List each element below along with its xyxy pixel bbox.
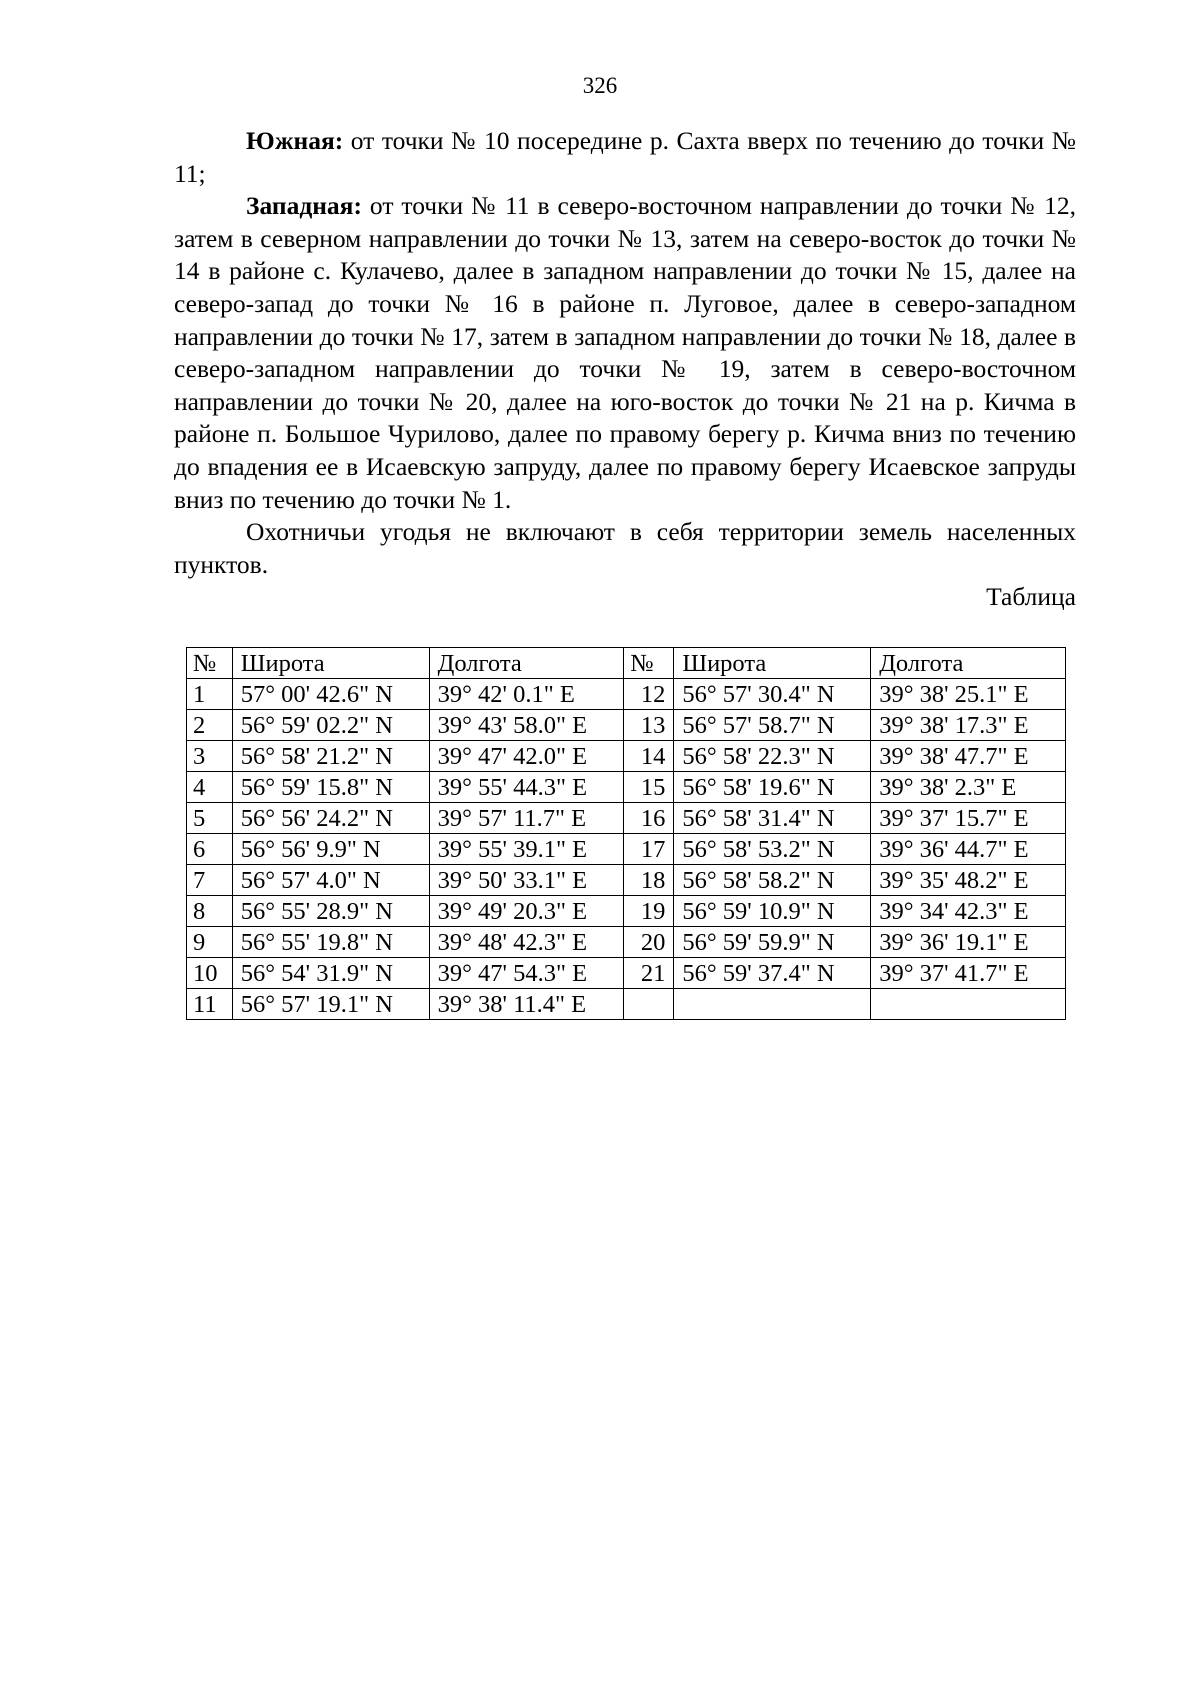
- cell-latitude: 56° 55' 19.8" N: [232, 927, 429, 958]
- paragraph-heading: Западная:: [246, 191, 362, 221]
- table-row: [187, 710, 1066, 741]
- cell-latitude: 56° 54' 31.9" N: [232, 958, 429, 989]
- table-row: [187, 834, 1066, 865]
- cell-longitude: 39° 47' 42.0" E: [429, 741, 624, 772]
- cell-longitude: 39° 35' 48.2" E: [871, 865, 1066, 896]
- cell-point-number: 20: [624, 927, 674, 958]
- cell-longitude: 39° 38' 47.7" E: [871, 741, 1066, 772]
- paragraph-west: [174, 190, 1076, 516]
- paragraph-heading: Южная:: [246, 126, 344, 155]
- cell-point-number: 19: [624, 896, 674, 927]
- cell-longitude: 39° 34' 42.3" E: [871, 896, 1066, 927]
- cell-longitude: 39° 50' 33.1" E: [429, 865, 624, 896]
- coordinates-table: [186, 647, 1066, 1020]
- cell-point-number: 17: [624, 834, 674, 865]
- cell-latitude: 56° 58' 53.2" N: [674, 834, 871, 865]
- cell-point-number: 4: [187, 772, 233, 803]
- cell-point-number: 3: [187, 741, 233, 772]
- cell-point-number: 5: [187, 803, 233, 834]
- cell-latitude: 56° 58' 22.3" N: [674, 741, 871, 772]
- table-row: [187, 803, 1066, 834]
- table-row: [187, 989, 1066, 1020]
- header-number: №: [187, 648, 233, 679]
- cell-latitude: 56° 55' 28.9" N: [232, 896, 429, 927]
- cell-longitude: 39° 55' 39.1" E: [429, 834, 624, 865]
- table-header-row: [187, 648, 1066, 679]
- cell-longitude: 39° 38' 25.1" E: [871, 679, 1066, 710]
- cell-point-number: 13: [624, 710, 674, 741]
- table-row: [187, 865, 1066, 896]
- table-row: [187, 741, 1066, 772]
- cell-point-number: 16: [624, 803, 674, 834]
- cell-point-number: 2: [187, 710, 233, 741]
- cell-longitude: 39° 49' 20.3" E: [429, 896, 624, 927]
- cell-latitude: 56° 58' 31.4" N: [674, 803, 871, 834]
- header-number: №: [624, 648, 674, 679]
- cell-longitude: 39° 43' 58.0" E: [429, 710, 624, 741]
- cell-longitude: 39° 36' 44.7" E: [871, 834, 1066, 865]
- page-number: 326: [582, 73, 618, 98]
- body-text: [174, 125, 1076, 613]
- cell-longitude: [871, 989, 1066, 1020]
- header-longitude: Долгота: [429, 648, 624, 679]
- cell-point-number: 1: [187, 679, 233, 710]
- cell-latitude: 56° 58' 58.2" N: [674, 865, 871, 896]
- cell-latitude: 56° 57' 19.1" N: [232, 989, 429, 1020]
- cell-longitude: 39° 38' 2.3" E: [871, 772, 1066, 803]
- cell-longitude: 39° 48' 42.3" E: [429, 927, 624, 958]
- cell-point-number: 10: [187, 958, 233, 989]
- cell-point-number: 7: [187, 865, 233, 896]
- cell-longitude: 39° 55' 44.3" E: [429, 772, 624, 803]
- cell-longitude: 39° 57' 11.7" E: [429, 803, 624, 834]
- header-latitude: Широта: [232, 648, 429, 679]
- table-row: [187, 958, 1066, 989]
- paragraph-exclusion: [174, 516, 1076, 581]
- cell-point-number: 14: [624, 741, 674, 772]
- cell-point-number: [624, 989, 674, 1020]
- cell-longitude: 39° 47' 54.3" E: [429, 958, 624, 989]
- cell-point-number: 21: [624, 958, 674, 989]
- table-caption: Таблица: [986, 582, 1076, 612]
- table-row: [187, 772, 1066, 803]
- cell-latitude: 56° 59' 37.4" N: [674, 958, 871, 989]
- paragraph-text: от точки № 10 посередине р. Сахта вверх по течению до точки № 11;: [174, 126, 1076, 188]
- cell-latitude: [674, 989, 871, 1020]
- cell-longitude: 39° 38' 17.3" E: [871, 710, 1066, 741]
- cell-longitude: 39° 37' 41.7" E: [871, 958, 1066, 989]
- cell-point-number: 11: [187, 989, 233, 1020]
- paragraph-text: Охотничьи угодья не включают в себя территории земель населенных пунктов.: [174, 517, 1076, 579]
- cell-latitude: 56° 59' 15.8" N: [232, 772, 429, 803]
- cell-point-number: 9: [187, 927, 233, 958]
- cell-longitude: 39° 36' 19.1" E: [871, 927, 1066, 958]
- header-latitude: Широта: [674, 648, 871, 679]
- paragraph-text: от точки № 11 в северо-восточном направлении до точки № 12, затем в северном направлении до точки № 13, затем на северо-восток до точки № 14 в районе с. Кулачево, далее в западном направлении до точки № 15, далее на северо-запад до точки № 16 в районе п. Луговое, далее в северо-западном направлении до точки № 17, затем в западном направлении до точки № 18, далее в северо-западном направлении до точки № 19, затем в северо-восточном направлении до точки № 20, далее на юго-восток до точки № 21 на р. Кичма в районе п. Большое Чурилово, далее по правому берегу р. Кичма вниз по течению до впадения ее в Исаевскую запруду, далее по правому берегу Исаевское запруды вниз по течению до точки № 1.: [174, 191, 1076, 514]
- cell-longitude: 39° 42' 0.1" E: [429, 679, 624, 710]
- cell-latitude: 56° 57' 4.0" N: [232, 865, 429, 896]
- cell-point-number: 15: [624, 772, 674, 803]
- table-row: [187, 896, 1066, 927]
- cell-latitude: 56° 58' 19.6" N: [674, 772, 871, 803]
- cell-point-number: 18: [624, 865, 674, 896]
- cell-point-number: 12: [624, 679, 674, 710]
- cell-point-number: 6: [187, 834, 233, 865]
- cell-latitude: 56° 57' 30.4" N: [674, 679, 871, 710]
- cell-latitude: 56° 59' 02.2" N: [232, 710, 429, 741]
- paragraph-south: [174, 125, 1076, 190]
- cell-latitude: 56° 59' 10.9" N: [674, 896, 871, 927]
- cell-point-number: 8: [187, 896, 233, 927]
- cell-latitude: 56° 57' 58.7" N: [674, 710, 871, 741]
- table-row: [187, 927, 1066, 958]
- cell-latitude: 56° 59' 59.9" N: [674, 927, 871, 958]
- cell-longitude: 39° 38' 11.4" E: [429, 989, 624, 1020]
- cell-longitude: 39° 37' 15.7" E: [871, 803, 1066, 834]
- cell-latitude: 56° 58' 21.2" N: [232, 741, 429, 772]
- cell-latitude: 57° 00' 42.6" N: [232, 679, 429, 710]
- cell-latitude: 56° 56' 24.2" N: [232, 803, 429, 834]
- cell-latitude: 56° 56' 9.9" N: [232, 834, 429, 865]
- header-longitude: Долгота: [871, 648, 1066, 679]
- table-row: [187, 679, 1066, 710]
